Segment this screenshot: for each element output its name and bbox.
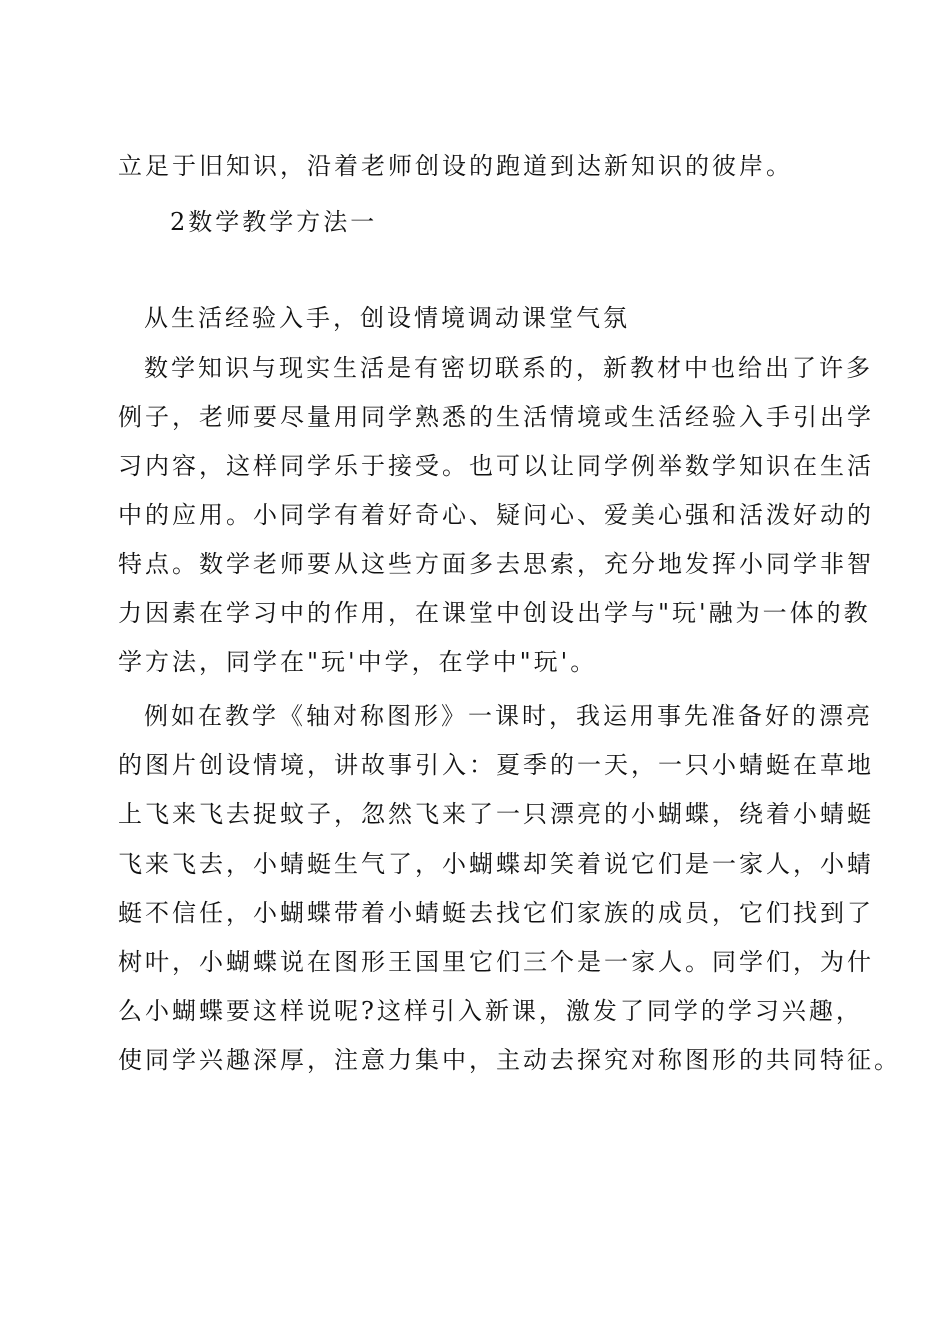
paragraph-line: 力因素在学习中的作用，在课堂中创设出学与"玩'融为一体的教 bbox=[118, 599, 871, 627]
paragraph-line: 数学知识与现实生活是有密切联系的，新教材中也给出了许多 bbox=[144, 354, 873, 382]
paragraph-line: 么小蝴蝶要这样说呢?这样引入新课，激发了同学的学习兴趣， bbox=[118, 997, 863, 1025]
paragraph-line: 使同学兴趣深厚，注意力集中，主动去探究对称图形的共同特征。 bbox=[118, 1046, 901, 1074]
paragraph-line: 例如在教学《轴对称图形》一课时，我运用事先准备好的漂亮 bbox=[144, 702, 873, 730]
paragraph-line: 树叶，小蝴蝶说在图形王国里它们三个是一家人。同学们，为什 bbox=[118, 948, 874, 976]
paragraph-line: 上飞来飞去捉蚊子，忽然飞来了一只漂亮的小蝴蝶，绕着小蜻蜓 bbox=[118, 800, 874, 828]
paragraph-line: 学方法，同学在"玩'中学，在学中"玩'。 bbox=[118, 648, 598, 676]
paragraph-line: 习内容，这样同学乐于接受。也可以让同学例举数学知识在生活 bbox=[118, 452, 874, 480]
paragraph-line: 蜓不信任，小蝴蝶带着小蜻蜓去找它们家族的成员，它们找到了 bbox=[118, 899, 874, 927]
intro-line: 立足于旧知识，沿着老师创设的跑道到达新知识的彼岸。 bbox=[118, 152, 793, 180]
paragraph-line: 特点。数学老师要从这些方面多去思索，充分地发挥小同学非智 bbox=[118, 550, 874, 578]
paragraph-line: 例子，老师要尽量用同学熟悉的生活情境或生活经验入手引出学 bbox=[118, 403, 874, 431]
paragraph-line: 的图片创设情境，讲故事引入：夏季的一天，一只小蜻蜓在草地 bbox=[118, 751, 874, 779]
section-heading: 2数学教学方法一 bbox=[170, 208, 378, 236]
paragraph-line: 中的应用。小同学有着好奇心、疑问心、爱美心强和活泼好动的 bbox=[118, 501, 874, 529]
paragraph-line: 飞来飞去，小蜻蜓生气了，小蝴蝶却笑着说它们是一家人，小蜻 bbox=[118, 850, 874, 878]
subheading: 从生活经验入手，创设情境调动课堂气氛 bbox=[144, 304, 630, 332]
